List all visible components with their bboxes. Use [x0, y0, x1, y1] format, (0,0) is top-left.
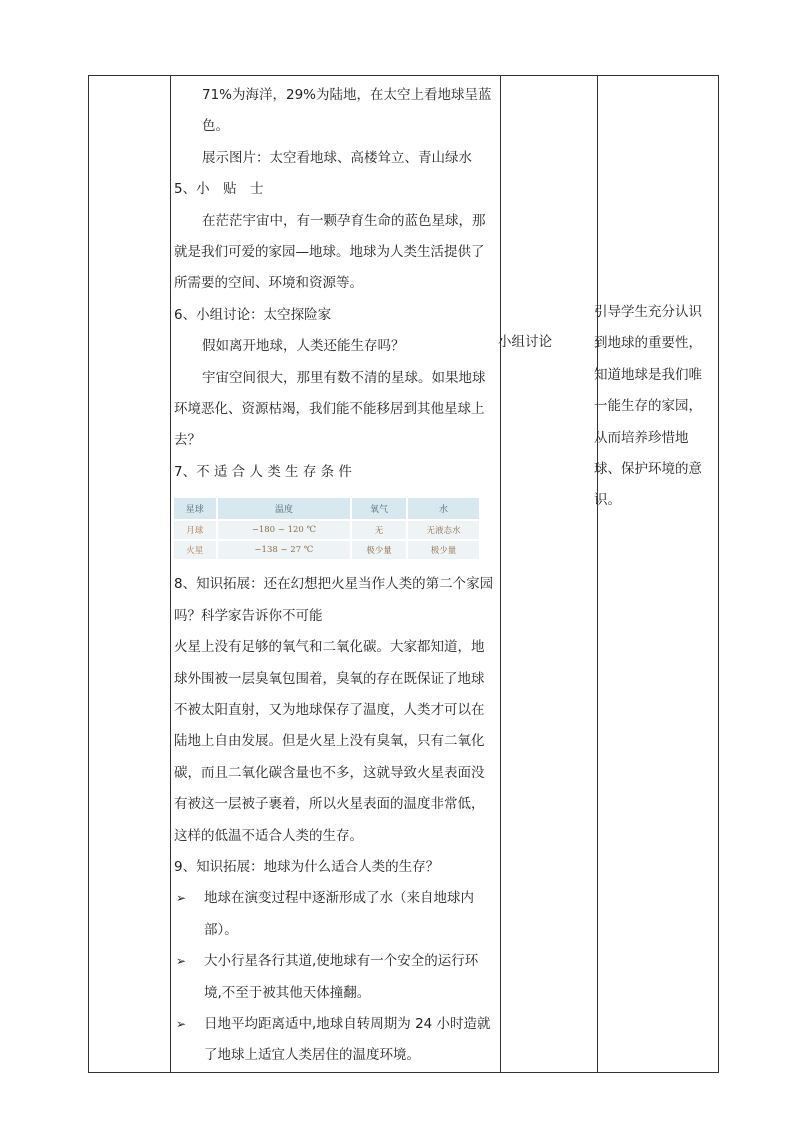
ocean-ratio-text: 71%为海洋，29%为陆地，在太空上看地球呈蓝: [202, 87, 492, 103]
table-row: [174, 540, 480, 559]
section-8-heading: 8、知识拓展：还在幻想把火星当作人类的第二个家园吗？科学家告诉你不可能: [174, 576, 494, 624]
arrow-bullet-icon: ➢: [176, 891, 187, 906]
table-cell: 火星: [174, 540, 217, 559]
table-cell: −138 ~ 27 ℃: [217, 540, 352, 559]
ocean-ratio-text-cont: 色。: [202, 118, 229, 135]
planet-conditions-table: [174, 498, 481, 559]
table-cell: 月球: [174, 520, 217, 540]
list-item: [174, 946, 494, 1009]
arrow-bullet-icon: ➢: [176, 1016, 187, 1031]
show-pictures-text: 展示图片：太空看地球、高楼耸立、青山绿水: [202, 149, 472, 166]
table-cell: −180 ~ 120 ℃: [217, 520, 352, 540]
section-6-heading: 6、小组讨论：太空探险家: [174, 306, 332, 323]
question-1: 假如离开地球，人类还能生存吗？: [202, 338, 405, 355]
oxygen-header: 氧气: [351, 498, 407, 520]
teaching-content-cell: [171, 76, 501, 1073]
planet-header: 星球: [174, 498, 217, 520]
arrow-bullet-icon: ➢: [176, 954, 187, 969]
temperature-header: 温度: [217, 498, 352, 520]
table-cell: 极少量: [351, 540, 407, 559]
water-header: 水: [407, 498, 480, 520]
lesson-table: [88, 75, 719, 1073]
design-intent-cell: [598, 76, 719, 1073]
table-row: [174, 520, 480, 540]
list-item: [174, 1009, 494, 1072]
empty-column: [89, 76, 171, 1073]
question-2: 宇宙空间很大，那里有数不清的星球。如果地球环境恶化、资源枯竭，我们能不能移居到其他星球上去？: [174, 369, 486, 449]
section-5-heading: 5、小 贴 士: [174, 181, 264, 198]
bullet-text: 地球在演变过程中逐渐形成了水（来自地球内部）。: [204, 890, 474, 938]
design-intent-text: 引导学生充分认识到地球的重要性，知道地球是我们唯一能生存的家园，从而培养珍惜地球、保护环境的意识。: [594, 304, 702, 509]
table-cell: 极少量: [407, 540, 480, 559]
tip-text: 在茫茫宇宙中，有一颗孕育生命的蓝色星球，那就是我们可爱的家园—地球。地球为人类生活提供了所需要的空间、环境和资源等。: [174, 212, 486, 292]
table-cell: 无液态水: [407, 520, 480, 540]
section-9-heading: 9、知识拓展：地球为什么适合人类的生存？: [174, 858, 440, 875]
bullet-text: 日地平均距离适中,地球自转周期为 24 小时造就了地球上适宜人类居住的温度环境。: [204, 1015, 491, 1064]
student-activity-cell: [501, 76, 598, 1073]
bullet-text: 大小行星各行其道,使地球有一个安全的运行环境,不至于被其他天体撞翻。: [204, 953, 479, 1001]
table-cell: 无: [351, 520, 407, 540]
mars-explanation: 火星上没有足够的氧气和二氧化碳。大家都知道，地球外围被一层臭氧包围着，臭氧的存在既保证了地球不被太阳直射，又为地球保存了温度，人类才可以在陆地上自由发展。但是火星上没有臭氧，只有二氧化碳，而且二氧化碳含量也不多，这就导致火星表面没有被这一层被子裹着，所以火星表面的温度非常低，这样的低温不适合人类的生存。: [174, 639, 485, 844]
list-item: [174, 883, 494, 946]
section-7-heading: 7、不 适 合 人 类 生 存 条 件: [174, 463, 352, 480]
student-activity-text: 小组讨论: [498, 334, 552, 350]
